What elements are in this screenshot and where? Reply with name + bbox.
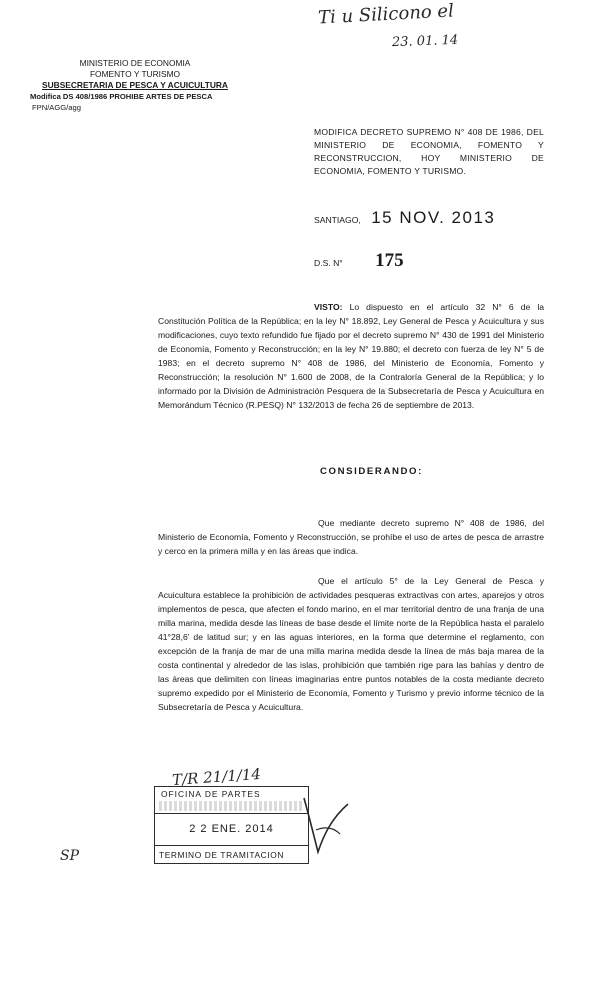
considerando-paragraph-1: Que mediante decreto supremo N° 408 de 1986, del Ministerio de Economía, Fomento y Reconstrucción, se prohíbe el uso de artes de pesca de arrastre y cerco en la primera milla y en las áreas que indica.	[158, 518, 544, 556]
ministry-header	[30, 58, 240, 113]
stamp-status: TERMINO DE TRAMITACION	[159, 850, 285, 860]
decree-number-row	[314, 250, 404, 272]
header-line-fomento: FOMENTO Y TURISMO	[89, 69, 181, 79]
considerando-paragraph-2: Que el artículo 5° de la Ley General de Pesca y Acuicultura establece la prohibición de actividades pesqueras extractivas con artes, aparejos y otros implementos de pesca, que afecten el fondo marino, en el mar territorial dentro de una franja de una milla marina, medida desde las líneas de base desde el límite norte de la República hasta el paralelo 41°28,6' de latitud sur; y en las aguas interiores, en la forma que determine el reglamento, con excepción de la franja de mar de una milla marina medida desde la línea de más baja marea de la costa continental y alrededor de las islas, prohibición que también rige para las bahías y dentro de las áreas que delimiten con líneas imaginarias entre puntos notables de la costa mediante decreto supremo expedido por el Ministerio de Economía, Fomento y Turismo y previo informe técnico de la Subsecretaría de Pesca y Acuicultura.	[158, 576, 544, 712]
signature-mark	[296, 790, 356, 860]
considerando-heading: CONSIDERANDO:	[320, 466, 423, 477]
decree-number-label: D.S. N°	[314, 258, 343, 268]
stamp-smudge	[159, 801, 304, 811]
header-line-initials: FPN/AGG/agg	[32, 103, 81, 112]
stamp-divider	[155, 813, 308, 814]
handwritten-initials: SP	[60, 848, 80, 864]
stamp-date: 2 2 ENE. 2014	[189, 823, 274, 835]
header-line-subsecretaria: SUBSECRETARIA DE PESCA Y ACUICULTURA	[42, 80, 228, 90]
handwritten-date: 23. 01. 14	[391, 32, 459, 51]
date-row	[314, 208, 495, 228]
date-value: 15 NOV. 2013	[371, 208, 496, 227]
visto-text: Lo dispuesto en el artículo 32 N° 6 de la Constitución Política de la República; en la ley N° 18.892, Ley General de Pesca y Acuicultura y sus modificaciones, cuyo texto refundido fue fijado por el decreto supremo N° 430 de 1991 del Ministerio de Economía, Fomento y Reconstrucción; en la ley N° 19.880; el decreto con fuerza de ley N° 5 de 1983; en el decreto supremo N° 408 de 1986, del Ministerio de Economía, Fomento y Reconstrucción; la resolución N° 1.600 de 2008, de la Contraloría General de la República; y lo informado por la División de Administración Pesquera de la Subsecretaría de Pesca y Acuicultura en Memorándum Técnico (R.PESQ) N° 132/2013 de fecha 26 de septiembre de 2013.	[158, 302, 545, 410]
date-label: SANTIAGO,	[314, 215, 361, 225]
header-line-reference: Modifica DS 408/1986 PROHIBE ARTES DE PESCA	[30, 92, 213, 101]
decree-number: 175	[375, 250, 404, 271]
registry-stamp	[154, 786, 309, 864]
stamp-divider	[155, 845, 308, 846]
header-line-ministry: MINISTERIO DE ECONOMIA	[79, 58, 191, 68]
handwritten-stamp-note: T/R 21/1/14	[171, 764, 262, 790]
handwritten-note: Ti u Silicono el	[317, 0, 455, 29]
decree-subject: MODIFICA DECRETO SUPREMO N° 408 DE 1986, DEL MINISTERIO DE ECONOMIA, FOMENTO Y RECONSTRUCCION, HOY MINISTERIO DE ECONOMIA, FOMENTO Y TURISMO.	[314, 127, 544, 176]
visto-lead: VISTO:	[314, 302, 343, 312]
visto-paragraph	[158, 300, 544, 412]
stamp-office: OFICINA DE PARTES	[161, 789, 261, 799]
